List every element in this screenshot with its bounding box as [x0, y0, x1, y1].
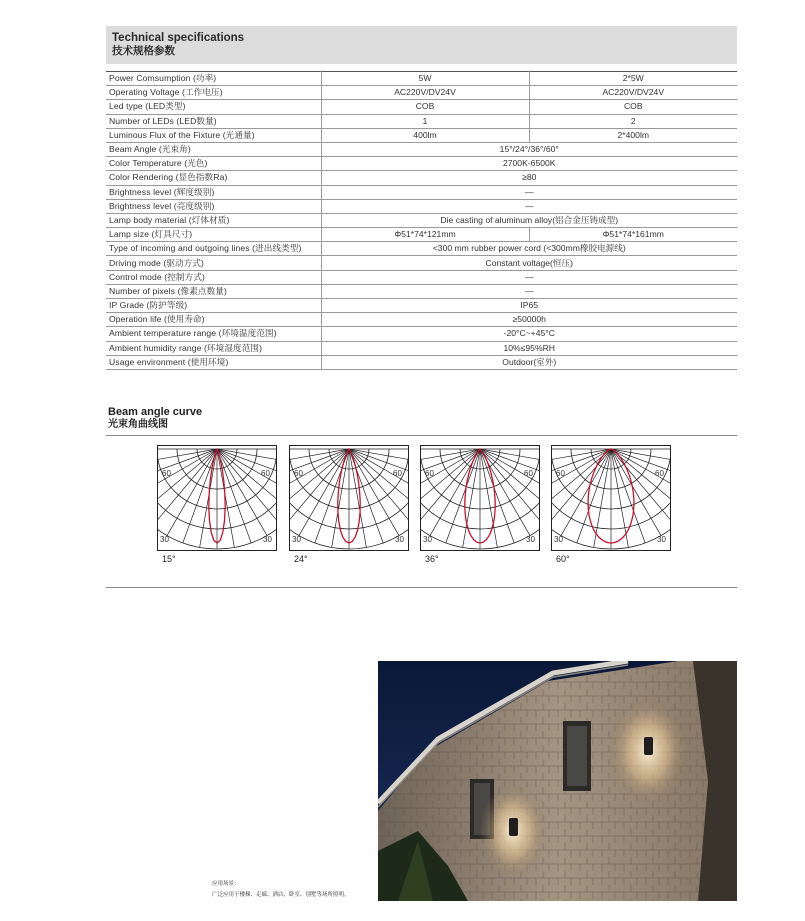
- tick-label: 30: [657, 535, 666, 544]
- spec-row: [106, 327, 737, 341]
- spec-row: [106, 171, 737, 185]
- spec-label: Driving mode (驱动方式): [106, 256, 321, 270]
- spec-label: Luminous Flux of the Fixture (光通量): [106, 128, 321, 142]
- spec-value: —: [321, 199, 737, 213]
- spec-row: [106, 72, 737, 86]
- spec-row: [106, 86, 737, 100]
- beam-title-en: Beam angle curve: [108, 406, 203, 418]
- tick-label: 30: [526, 535, 535, 544]
- tick-label: 60: [261, 469, 270, 478]
- spec-label: Brightness level (亮度级别): [106, 199, 321, 213]
- spec-label: Usage environment (使用环境): [106, 355, 321, 369]
- beam-polar-chart: [551, 445, 671, 551]
- tick-label: 30: [292, 535, 301, 544]
- spec-value-model-1: Φ51*74*121mm: [321, 228, 529, 242]
- spec-value-model-1: 400lm: [321, 128, 529, 142]
- tick-label: 60: [425, 469, 434, 478]
- spec-row: [106, 142, 737, 156]
- spec-row: [106, 185, 737, 199]
- spec-value: —: [321, 270, 737, 284]
- beam-angle-label: 15°: [162, 554, 176, 564]
- spec-row: [106, 284, 737, 298]
- spec-value: Die casting of aluminum alloy(铝合金压铸成型): [321, 213, 737, 227]
- spec-table: [106, 71, 737, 370]
- spec-value: —: [321, 284, 737, 298]
- spec-row: [106, 228, 737, 242]
- spec-label: Brightness level (辉度级别): [106, 185, 321, 199]
- spec-label: Beam Angle (光束角): [106, 142, 321, 156]
- spec-row: [106, 256, 737, 270]
- spec-label: IP Grade (防护等级): [106, 299, 321, 313]
- spec-value: ≥50000h: [321, 313, 737, 327]
- spec-value-model-1: 5W: [321, 72, 529, 86]
- spec-row: [106, 299, 737, 313]
- spec-value: 2700K-6500K: [321, 157, 737, 171]
- spec-value-model-1: AC220V/DV24V: [321, 86, 529, 100]
- spec-row: [106, 199, 737, 213]
- spec-label: Color Temperature (光色): [106, 157, 321, 171]
- tick-label: 30: [263, 535, 272, 544]
- spec-label: Operating Voltage (工作电压): [106, 86, 321, 100]
- application-text: 广泛应用于楼梯、走廊、酒店、卧室、别墅等场所照明。: [212, 892, 350, 898]
- spec-value-model-2: AC220V/DV24V: [529, 86, 737, 100]
- spec-value: IP65: [321, 299, 737, 313]
- spec-row: [106, 114, 737, 128]
- application-title: 应用场景：: [212, 881, 240, 887]
- spec-label: Control mode (控制方式): [106, 270, 321, 284]
- beam-angle-label: 60°: [556, 554, 570, 564]
- spec-value-model-2: 2*5W: [529, 72, 737, 86]
- beam-polar-chart: [157, 445, 277, 551]
- spec-row: [106, 313, 737, 327]
- beam-polar-chart: [289, 445, 409, 551]
- spec-row: [106, 213, 737, 227]
- application-caption: [212, 879, 350, 901]
- spec-header-band: [106, 26, 737, 64]
- divider: [106, 587, 737, 588]
- spec-value-model-1: 1: [321, 114, 529, 128]
- spec-value: Constant voltage(恒压): [321, 256, 737, 270]
- spec-row: [106, 355, 737, 369]
- tick-label: 60: [524, 469, 533, 478]
- tick-label: 60: [393, 469, 402, 478]
- application-photo: [378, 661, 737, 901]
- tick-label: 60: [655, 469, 664, 478]
- spec-row: [106, 128, 737, 142]
- spec-title-zh: 技术规格参数: [112, 45, 175, 57]
- spec-label: Operation life (使用寿命): [106, 313, 321, 327]
- tick-label: 60: [294, 469, 303, 478]
- tick-label: 30: [423, 535, 432, 544]
- tick-label: 30: [554, 535, 563, 544]
- divider: [106, 435, 737, 436]
- spec-value: 15°/24°/36°/60°: [321, 142, 737, 156]
- spec-value: <300 mm rubber power cord (<300mm橡胶电源线): [321, 242, 737, 256]
- spec-label: Lamp size (灯具尺寸): [106, 228, 321, 242]
- spec-row: [106, 270, 737, 284]
- tick-label: 30: [395, 535, 404, 544]
- spec-label: Ambient humidity range (环境湿度范围): [106, 341, 321, 355]
- spec-label: Number of LEDs (LED数量): [106, 114, 321, 128]
- spec-row: [106, 157, 737, 171]
- beam-angle-label: 24°: [294, 554, 308, 564]
- tick-label: 30: [160, 535, 169, 544]
- spec-row: [106, 100, 737, 114]
- spec-value: —: [321, 185, 737, 199]
- spec-row: [106, 242, 737, 256]
- spec-value: Outdoor(室外): [321, 355, 737, 369]
- spec-label: Number of pixels (像素点数量): [106, 284, 321, 298]
- spec-label: Lamp body material (灯体材质): [106, 213, 321, 227]
- spec-label: Type of incoming and outgoing lines (进出线类型): [106, 242, 321, 256]
- spec-value-model-2: 2: [529, 114, 737, 128]
- spec-label: Color Rendering (显色指数Ra): [106, 171, 321, 185]
- spec-label: Power Comsumption (功率): [106, 72, 321, 86]
- spec-value-model-2: COB: [529, 100, 737, 114]
- spec-label: Ambient temperature range (环境温度范围): [106, 327, 321, 341]
- spec-value: 10%≤95%RH: [321, 341, 737, 355]
- tick-label: 60: [162, 469, 171, 478]
- spec-row: [106, 341, 737, 355]
- spec-value: ≥80: [321, 171, 737, 185]
- spec-value-model-2: Φ51*74*161mm: [529, 228, 737, 242]
- spec-value: -20°C~+45°C: [321, 327, 737, 341]
- beam-title-zh: 光束角曲线图: [108, 419, 168, 430]
- spec-value-model-2: 2*400lm: [529, 128, 737, 142]
- tick-label: 60: [556, 469, 565, 478]
- spec-title-en: Technical specifications: [112, 32, 245, 44]
- spec-value-model-1: COB: [321, 100, 529, 114]
- beam-angle-label: 36°: [425, 554, 439, 564]
- beam-section-title: [108, 406, 202, 431]
- beam-polar-chart: [420, 445, 540, 551]
- spec-label: Led type (LED类型): [106, 100, 321, 114]
